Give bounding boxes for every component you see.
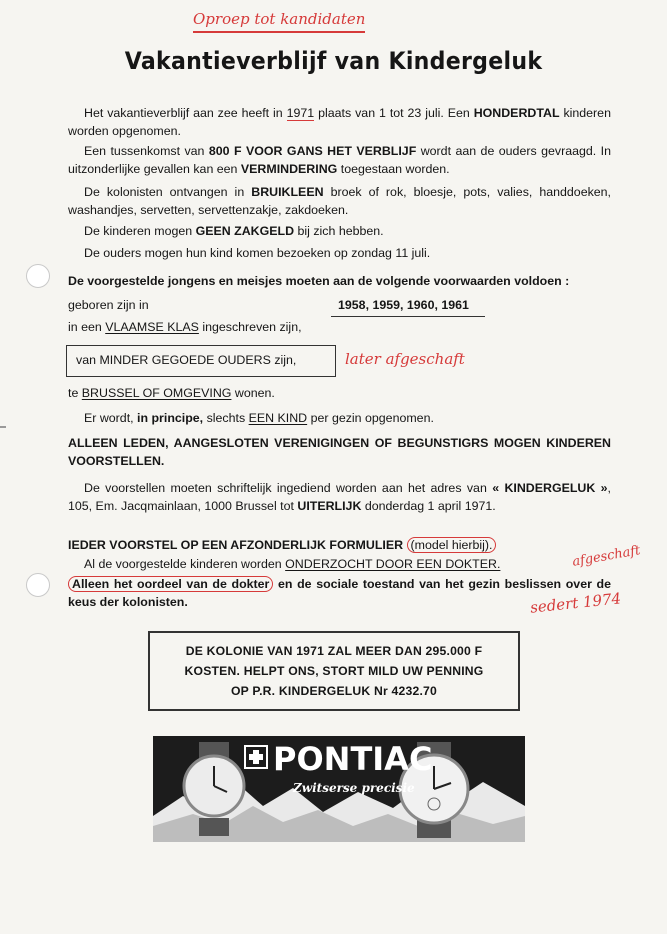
page-title: Vakantieverblijf van Kindergeluk	[124, 47, 543, 75]
birth-years: 1958, 1959, 1960, 1961	[338, 298, 469, 312]
condition-region: te BRUSSEL OF OMGEVING wonen.	[68, 386, 275, 400]
conditions-heading: De voorgestelde jongens en meisjes moeten aan de volgende voorwaarden voldoen :	[68, 274, 570, 288]
callout-line-2: KOSTEN. HELPT ONS, STORT MILD UW PENNING	[184, 664, 484, 678]
ad-brand: PONTIAC	[273, 740, 433, 778]
condition-flemish-class: in een VLAAMSE KLAS ingeschreven zijn,	[68, 320, 302, 334]
handwritten-note-top: Oproep tot kandidaten	[193, 10, 365, 28]
paragraph-pocket-money: De kinderen mogen GEEN ZAKGELD bij zich hebben.	[84, 224, 384, 238]
members-only-notice: ALLEEN LEDEN, AANGESLOTEN VERENIGINGEN OF BEGUNSTIGRS MOGEN KINDEREN VOORSTELLEN.	[68, 436, 611, 468]
paragraph-doctor-decides: Alleen het oordeel van de dokter en de sociale toestand van het gezin beslissen over de keus der kolonisten.	[68, 577, 611, 609]
birth-years-rule	[331, 316, 485, 317]
handwritten-note-afgeschaft: afgeschaft	[571, 543, 642, 570]
model-attached: (model hierbij).	[407, 537, 497, 553]
condition-parents: van MINDER GEGOEDE OUDERS zijn,	[76, 353, 297, 367]
callout-line-1: DE KOLONIE VAN 1971 ZAL MEER DAN 295.000 F	[185, 644, 483, 658]
paragraph-doctor: Al de voorgestelde kinderen worden ONDERZOCHT DOOR EEN DOKTER.	[84, 557, 501, 571]
punch-hole	[26, 264, 50, 288]
ad-artwork	[153, 736, 525, 842]
paragraph-intro: Het vakantieverblijf aan zee heeft in 1971 plaats van 1 tot 23 juli. Een HONDERDTAL kinderen worden opgenomen.	[68, 106, 611, 138]
handwritten-note-since-1974: sedert 1974	[529, 589, 622, 617]
paragraph-one-child: Er wordt, in principe, slechts EEN KIND per gezin opgenomen.	[84, 411, 434, 425]
paragraph-submission: De voorstellen moeten schriftelijk ingediend worden aan het adres van « KINDERGELUK », 105, Em. Jacqmainlaan, 1000 Brussel tot UITERLIJK donderdag 1 april 1971.	[68, 481, 611, 513]
pontiac-advertisement	[153, 736, 525, 842]
paragraph-visit: De ouders mogen hun kind komen bezoeken op zondag 11 juli.	[84, 246, 431, 260]
paragraph-loan: De kolonisten ontvangen in BRUIKLEEN broek of rok, bloesje, pots, valies, handdoeken, washandjes, servetten, servettenzakje, zakdoeken.	[68, 185, 612, 217]
ad-tagline: Zwitserse precisie	[293, 781, 415, 795]
condition-birth-year: geboren zijn in	[68, 298, 149, 312]
circled-phrase: Alleen het oordeel van de dokter	[68, 576, 273, 592]
swiss-cross-icon	[245, 746, 267, 768]
punch-hole	[26, 573, 50, 597]
donation-callout-box	[148, 631, 520, 711]
fold-mark	[0, 426, 6, 428]
paragraph-fee: Een tussenkomst van 800 F VOOR GANS HET VERBLIJF wordt aan de ouders gevraagd. In uitzonderlijke gevallen kan een VERMINDERING toegestaan worden.	[68, 144, 611, 176]
callout-line-3: OP P.R. KINDERGELUK Nr 4232.70	[230, 684, 438, 698]
paragraph-form: IEDER VOORSTEL OP EEN AFZONDERLIJK FORMULIER (model hierbij).	[68, 536, 611, 554]
year-1971: 1971	[286, 106, 315, 120]
handwritten-note-later: later afgeschaft	[345, 350, 465, 368]
